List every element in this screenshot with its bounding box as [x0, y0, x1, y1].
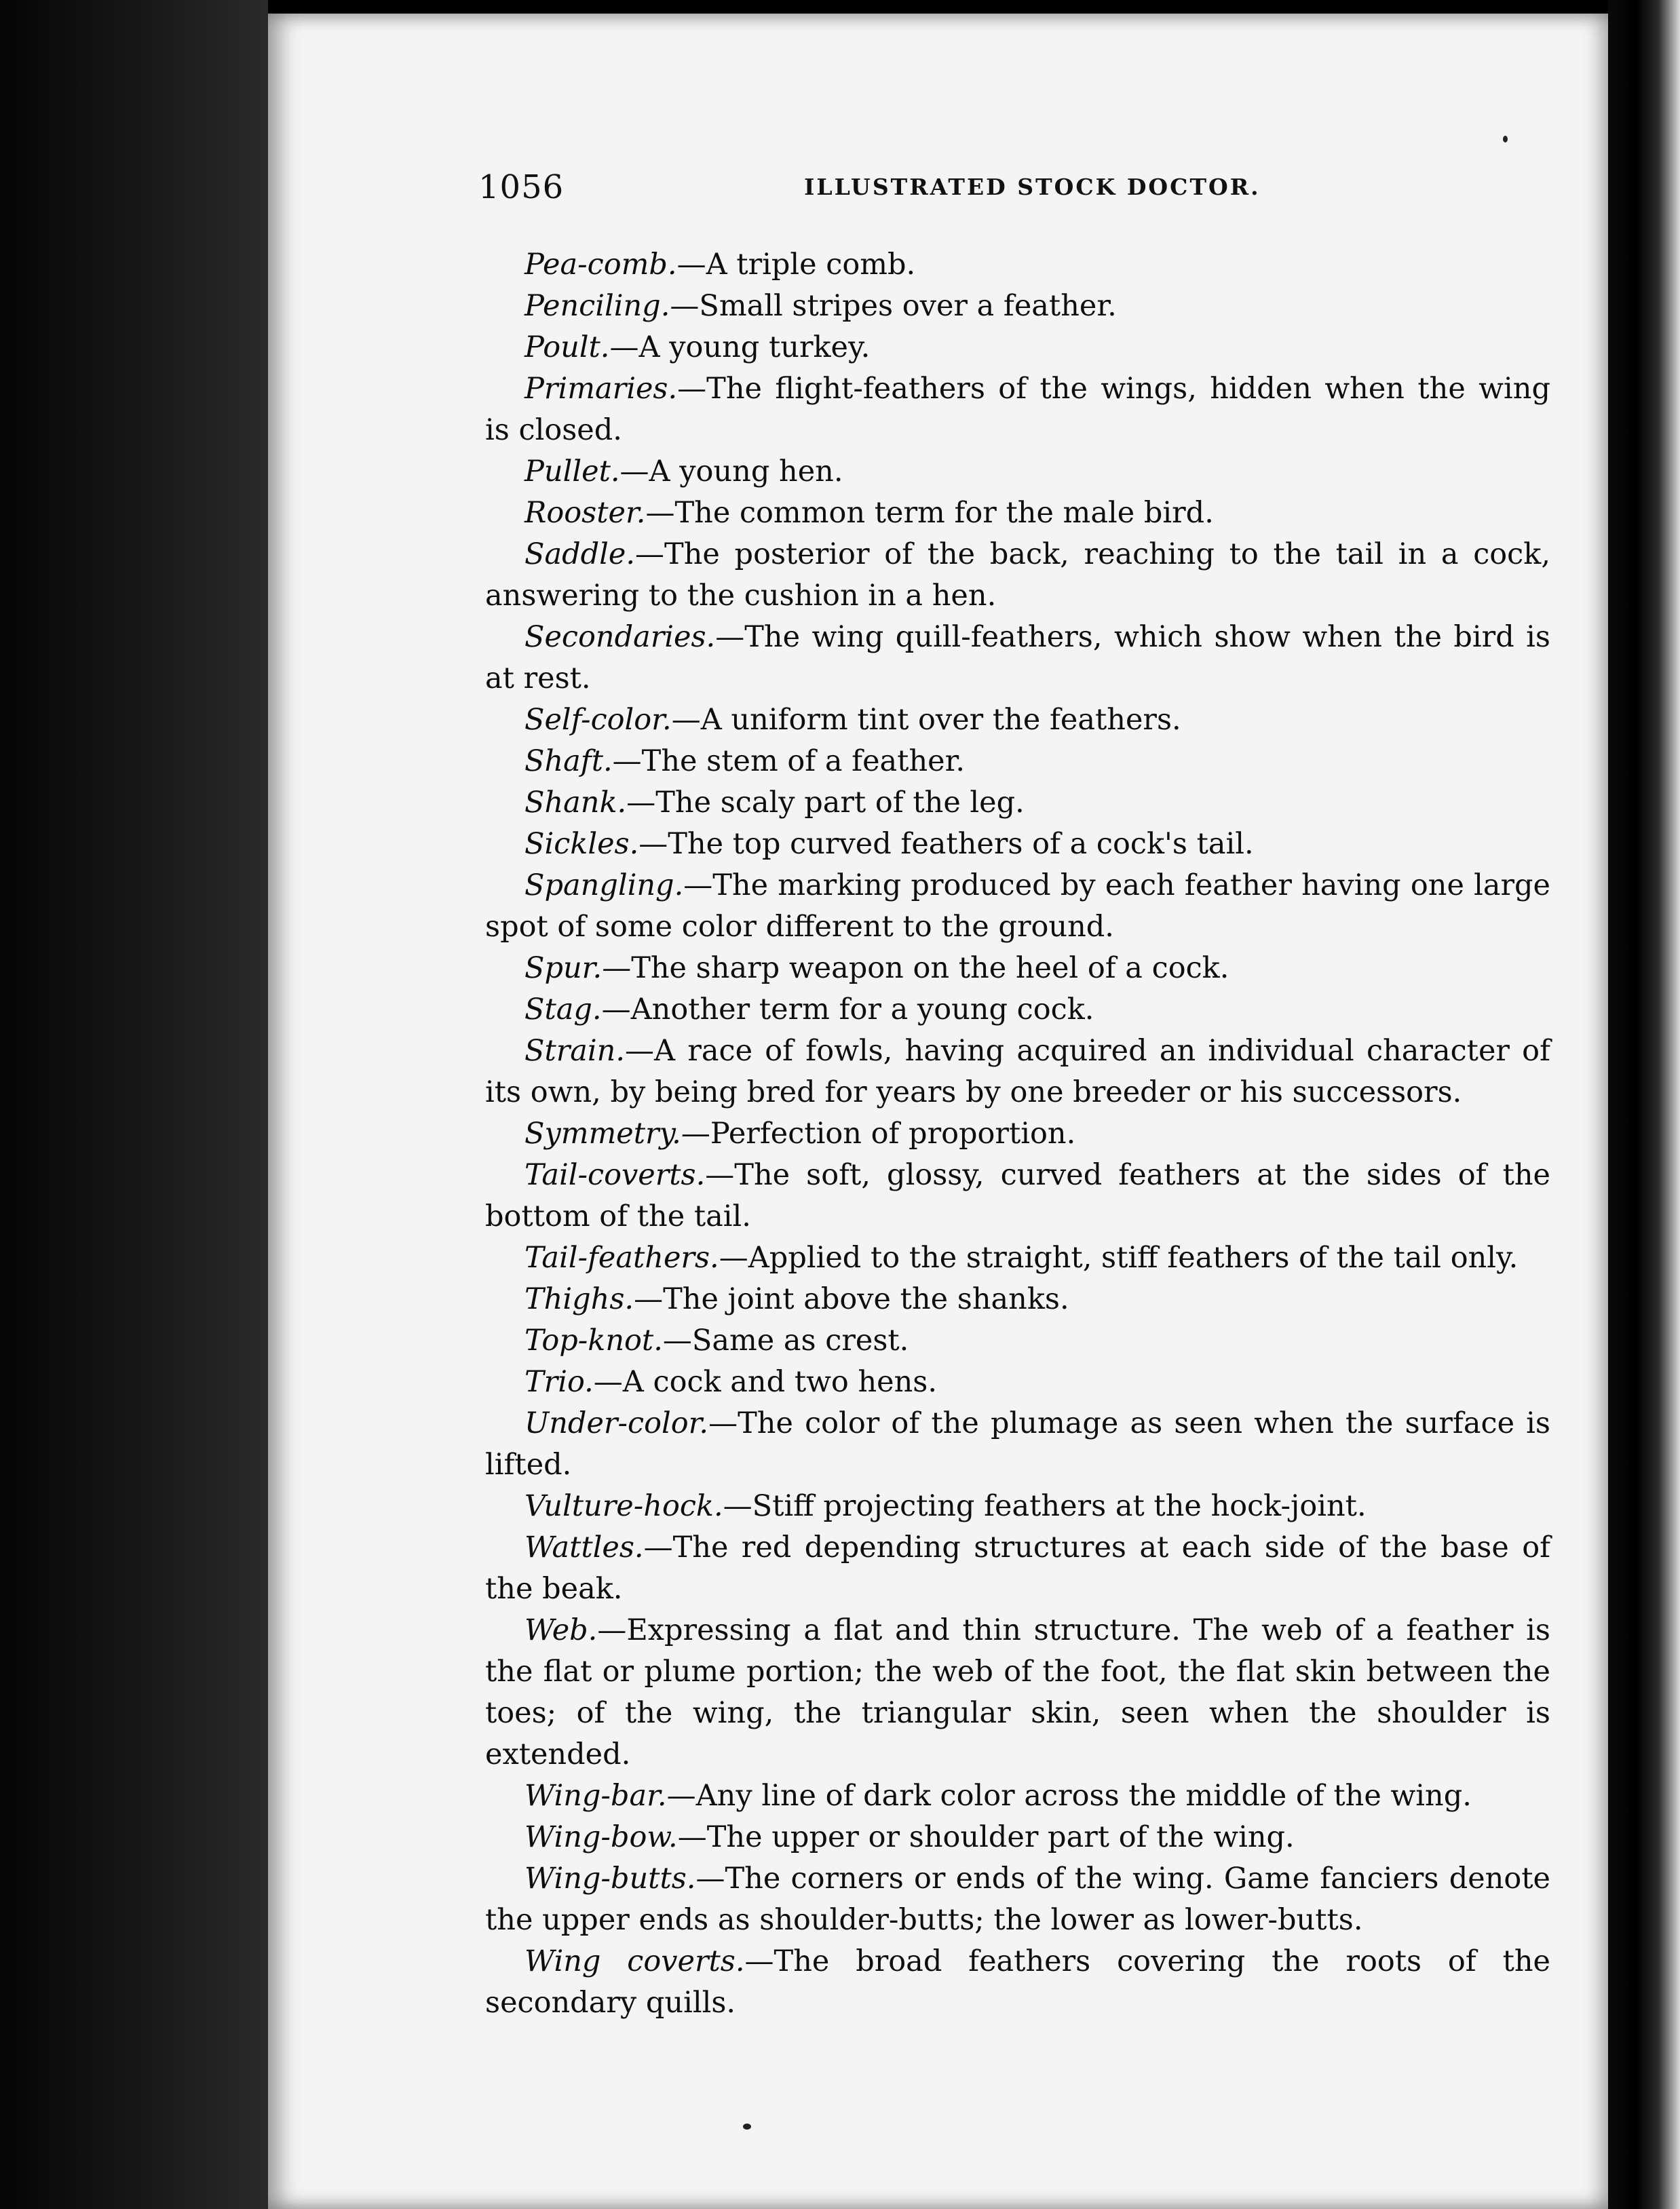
- entry-term: Wing coverts.: [524, 1944, 745, 1978]
- glossary-entry: [485, 1858, 1550, 1941]
- entry-definition: —The marking produced by each feather having one large spot of some color different to the ground.: [485, 868, 1550, 944]
- ink-speck: [743, 2124, 751, 2130]
- glossary-entry: [485, 1031, 1550, 1113]
- entry-term: Wing-butts.: [524, 1862, 696, 1896]
- entry-definition: —The top curved feathers of a cock's tail.: [638, 827, 1254, 861]
- entry-term: Secondaries.: [524, 620, 716, 654]
- entry-definition: —The broad feathers covering the roots of the secondary quills.: [485, 1944, 1550, 2020]
- entry-term: Wing-bar.: [524, 1779, 667, 1813]
- book-page: [268, 14, 1608, 2209]
- entry-term: Pullet.: [524, 455, 620, 488]
- entry-definition: —Perfection of proportion.: [681, 1117, 1076, 1151]
- entry-term: Strain.: [524, 1034, 626, 1068]
- entry-definition: —The corners or ends of the wing. Game fanciers denote the upper ends as shoulder-butts; the lower as lower-butts.: [485, 1862, 1550, 1937]
- entry-definition: —A young hen.: [619, 455, 843, 488]
- glossary-entry: [485, 1403, 1550, 1486]
- book-spine: [1608, 0, 1680, 2209]
- glossary-entry: [485, 368, 1550, 451]
- entry-term: Self-color.: [524, 703, 672, 737]
- glossary-entry: [485, 824, 1550, 865]
- entry-term: Stag.: [524, 993, 602, 1026]
- glossary-entry: [485, 1610, 1550, 1775]
- entry-definition: —The stem of a feather.: [612, 744, 966, 778]
- entry-term: Shaft.: [524, 744, 613, 778]
- entry-term: Tail-coverts.: [524, 1158, 706, 1192]
- entry-definition: —Another term for a young cock.: [601, 993, 1094, 1026]
- glossary-entry: [485, 451, 1550, 493]
- glossary-entry: [485, 286, 1550, 327]
- entry-term: Spangling.: [524, 868, 684, 902]
- glossary-entry: [485, 1362, 1550, 1403]
- entry-term: Top-knot.: [524, 1324, 663, 1358]
- glossary-entry: [485, 1113, 1550, 1155]
- glossary-entry: [485, 1527, 1550, 1610]
- entry-definition: —The upper or shoulder part of the wing.: [677, 1820, 1295, 1854]
- glossary-entry: [485, 865, 1550, 948]
- glossary-entry: [485, 782, 1550, 824]
- entry-term: Symmetry.: [524, 1117, 681, 1151]
- entry-term: Spur.: [524, 951, 603, 985]
- entry-term: Wing-bow.: [524, 1820, 678, 1854]
- entry-definition: —A cock and two hens.: [593, 1365, 938, 1399]
- entry-term: Sickles.: [524, 827, 639, 861]
- glossary-entry: [485, 699, 1550, 741]
- entry-definition: —Any line of dark color across the middle of the wing.: [666, 1779, 1472, 1813]
- entry-definition: —Applied to the straight, stiff feathers of the tail only.: [719, 1241, 1519, 1275]
- entry-term: Tail-feathers.: [524, 1241, 719, 1275]
- page-number: 1056: [478, 168, 565, 206]
- entry-term: Thighs.: [524, 1282, 634, 1316]
- entry-term: Penciling.: [524, 289, 670, 323]
- entry-definition: —The common term for the male bird.: [645, 496, 1214, 530]
- glossary-entry: [485, 327, 1550, 368]
- glossary-entry: [485, 534, 1550, 617]
- entry-term: Web.: [524, 1613, 598, 1647]
- glossary-entry: [485, 493, 1550, 534]
- entry-definition: —The scaly part of the leg.: [626, 786, 1025, 820]
- glossary-entry: [485, 1941, 1550, 2024]
- scan-background-left: [0, 0, 268, 2209]
- glossary-entry: [485, 1237, 1550, 1279]
- entry-term: Trio.: [524, 1365, 594, 1399]
- glossary-entry: [485, 1486, 1550, 1527]
- entry-term: Poult.: [524, 330, 610, 364]
- entry-definition: —Stiff projecting feathers at the hock-joint.: [723, 1489, 1367, 1523]
- entry-definition: —A young turkey.: [609, 330, 871, 364]
- glossary-entry: [485, 989, 1550, 1031]
- entry-definition: —The posterior of the back, reaching to the tail in a cock, answering to the cushion in a hen.: [485, 537, 1550, 613]
- entry-term: Shank.: [524, 786, 627, 820]
- entry-definition: —Small stripes over a feather.: [670, 289, 1117, 323]
- glossary-entry: [485, 948, 1550, 989]
- glossary-entry: [485, 1155, 1550, 1237]
- entry-definition: —The soft, glossy, curved feathers at the sides of the bottom of the tail.: [485, 1158, 1550, 1233]
- entry-definition: —The red depending structures at each side of the base of the beak.: [485, 1531, 1550, 1606]
- glossary-entry: [485, 617, 1550, 699]
- glossary-entry: [485, 1279, 1550, 1320]
- entry-term: Rooster.: [524, 496, 646, 530]
- entry-definition: —A uniform tint over the feathers.: [671, 703, 1181, 737]
- entry-term: Saddle.: [524, 537, 636, 571]
- glossary-entry: [485, 741, 1550, 782]
- entry-definition: —Same as crest.: [662, 1324, 909, 1358]
- page-header: [478, 168, 1618, 223]
- entry-definition: —The color of the plumage as seen when the surface is lifted.: [485, 1406, 1550, 1482]
- glossary-entry: [485, 1775, 1550, 1817]
- entry-term: Under-color.: [524, 1406, 709, 1440]
- entry-term: Wattles.: [524, 1531, 644, 1564]
- entry-definition: —The flight-feathers of the wings, hidden when the wing is closed.: [485, 372, 1550, 447]
- running-title: ILLUSTRATED STOCK DOCTOR.: [804, 174, 1261, 200]
- entry-term: Primaries.: [524, 372, 678, 406]
- entry-definition: —A triple comb.: [676, 248, 916, 282]
- ink-speck: [1503, 136, 1508, 142]
- glossary-entry: [485, 1320, 1550, 1362]
- entry-definition: —Expressing a flat and thin structure. The web of a feather is the flat or plume portion; the web of the foot, the flat skin between the toes; of the wing, the triangular skin, seen when the shoulder is extended.: [485, 1613, 1550, 1771]
- glossary-entry: [485, 1817, 1550, 1858]
- entry-term: Pea-comb.: [524, 248, 677, 282]
- entry-term: Vulture-hock.: [524, 1489, 723, 1523]
- glossary-entry: [485, 244, 1550, 286]
- entry-definition: —The sharp weapon on the heel of a cock.: [602, 951, 1229, 985]
- glossary-body: [485, 244, 1550, 2024]
- entry-definition: —The joint above the shanks.: [634, 1282, 1069, 1316]
- entry-definition: —A race of fowls, having acquired an individual character of its own, by being bred for years by one breeder or his successors.: [485, 1034, 1550, 1109]
- entry-definition: —The wing quill-feathers, which show when the bird is at rest.: [485, 620, 1550, 695]
